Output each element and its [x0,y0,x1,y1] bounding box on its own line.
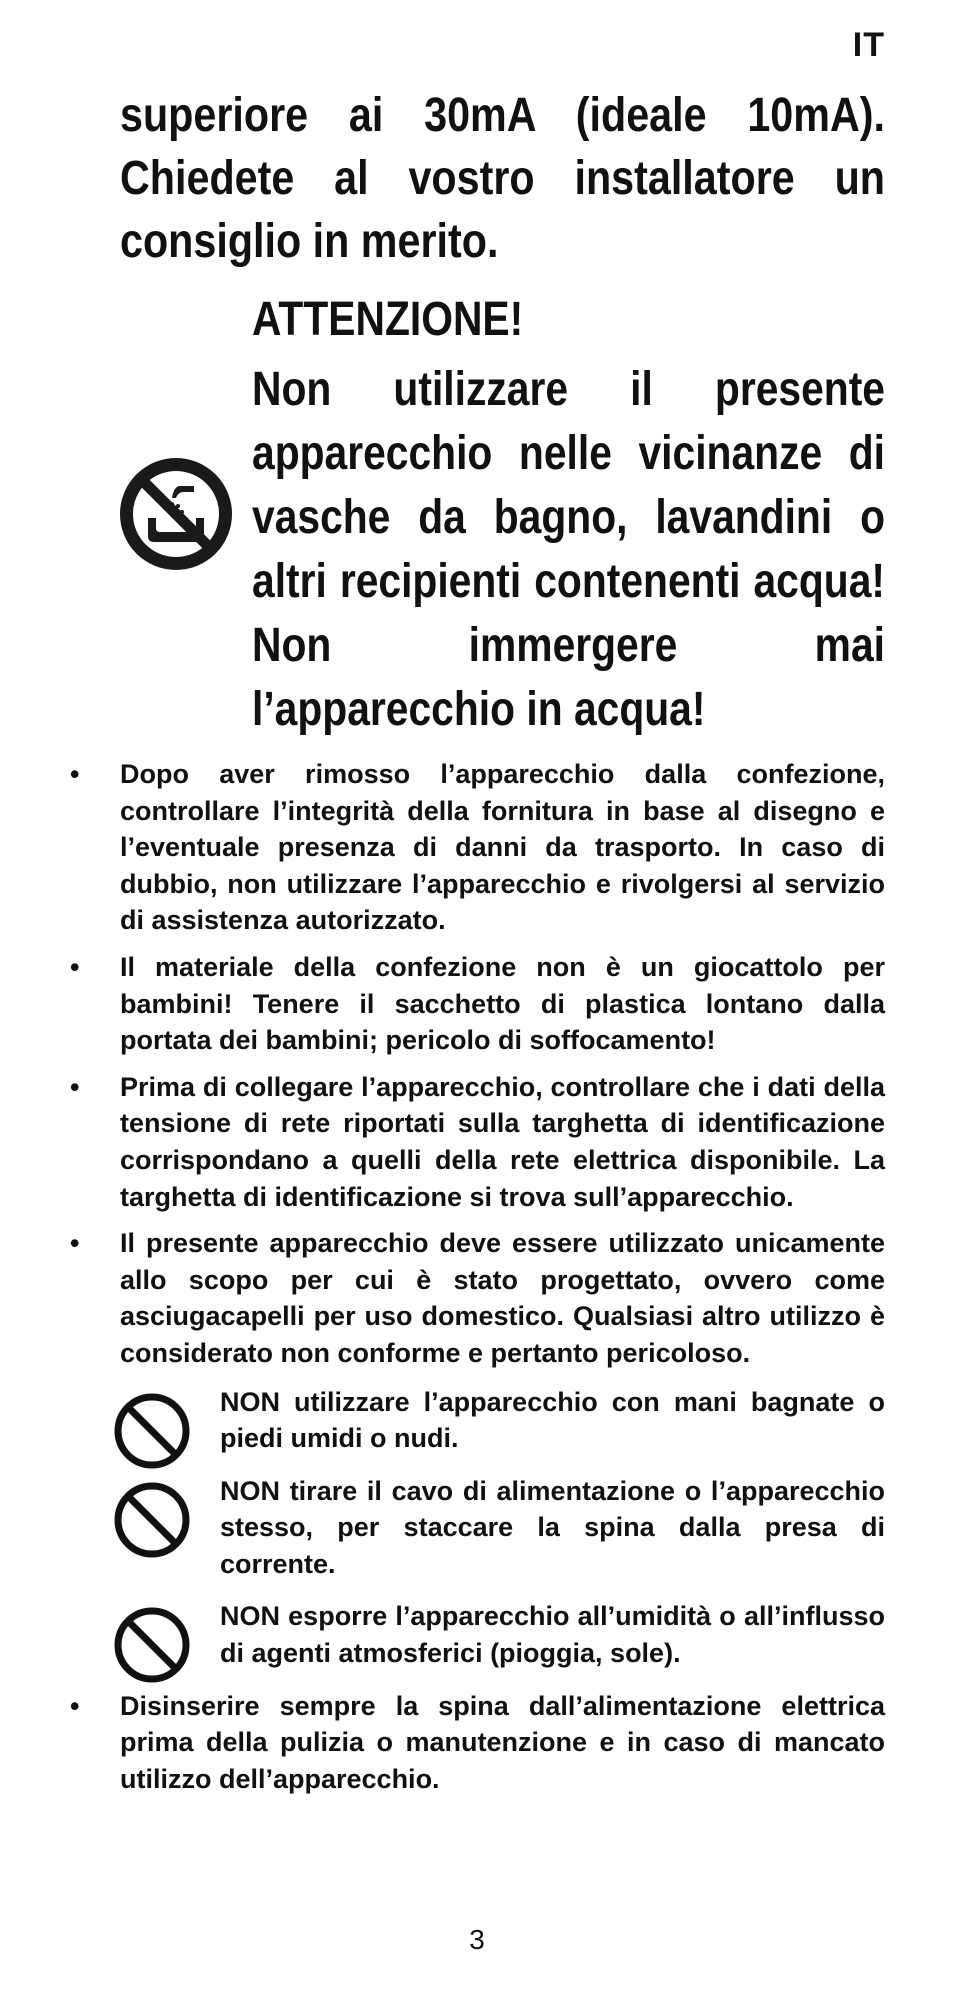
list-item [0,1688,954,1798]
list-item-text: Dopo aver rimosso l’apparecchio dalla confezione, controllare l’integrità della fornitura in base al disegno e l’eventuale presenza di danni da trasporto. In caso di dubbio, non utilizzare l’apparecchio e rivolgersi al servizio di assistenza autorizzato. [120,759,885,936]
prohibited-icon [113,1606,191,1684]
list-item-text: Disinserire sempre la spina dall’alimentazione elettrica prima della pulizia o manutenzione e in caso di mancato utilizzo dell’apparecchio. [120,1690,885,1794]
bullet-marker: • [70,951,80,982]
prohibition-text: NON tirare il cavo di alimentazione o l’apparecchio stesso, per staccare la spina dalla presa di corrente. [220,1475,885,1579]
warning-text: Non utilizzare il presente apparecchio nelle vicinanze di vasche da bagno, lavandini o altri recipienti contenenti acqua! Non immergere mai l’apparecchio in acqua! [252,363,885,736]
list-item [0,756,954,939]
prohibition-item [0,1598,954,1671]
no-bath-water-icon [118,456,234,572]
prohibition-text: NON utilizzare l’apparecchio con mani bagnate o piedi umidi o nudi. [220,1386,885,1454]
prohibition-text: NON esporre l’apparecchio all’umidità o all’influsso di agenti atmosferici (pioggia, sole). [220,1601,885,1669]
language-code: IT [852,26,885,64]
prohibited-icon [113,1392,191,1470]
list-item [0,949,954,1059]
prohibition-item [0,1384,954,1457]
bullet-marker: • [70,1690,80,1721]
prohibition-item [0,1473,954,1583]
bullet-marker: • [70,1071,80,1102]
list-item [0,1225,954,1371]
list-item [0,1069,954,1215]
bullet-marker: • [70,1228,80,1259]
list-item-text: Il materiale della confezione non è un giocattolo per bambini! Tenere il sacchetto di plastica lontano dalla portata dei bambini; pericolo di soffocamento! [120,951,885,1056]
bullet-marker: • [70,759,80,789]
instruction-list [0,756,954,1807]
intro-paragraph: superiore ai 30mA (ideale 10mA). Chiedete al vostro installatore un consiglio in merito. [120,89,885,268]
warning-block [252,288,885,742]
prohibited-icon [113,1481,191,1559]
list-item-text: Il presente apparecchio deve essere utilizzato unicamente allo scopo per cui è stato progettato, ovvero come asciugacapelli per uso domestico. Qualsiasi altro utilizzo è considerato non conforme e pertanto pericoloso. [120,1228,885,1368]
list-item-text: Prima di collegare l’apparecchio, controllare che i dati della tensione di rete riportati sulla targhetta di identificazione corrispondano a quelli della rete elettrica disponibile. La targhetta di identificazione si trova sull’apparecchio. [120,1071,885,1212]
warning-title: ATTENZIONE! [252,293,524,346]
page-number: 3 [469,1924,485,1955]
